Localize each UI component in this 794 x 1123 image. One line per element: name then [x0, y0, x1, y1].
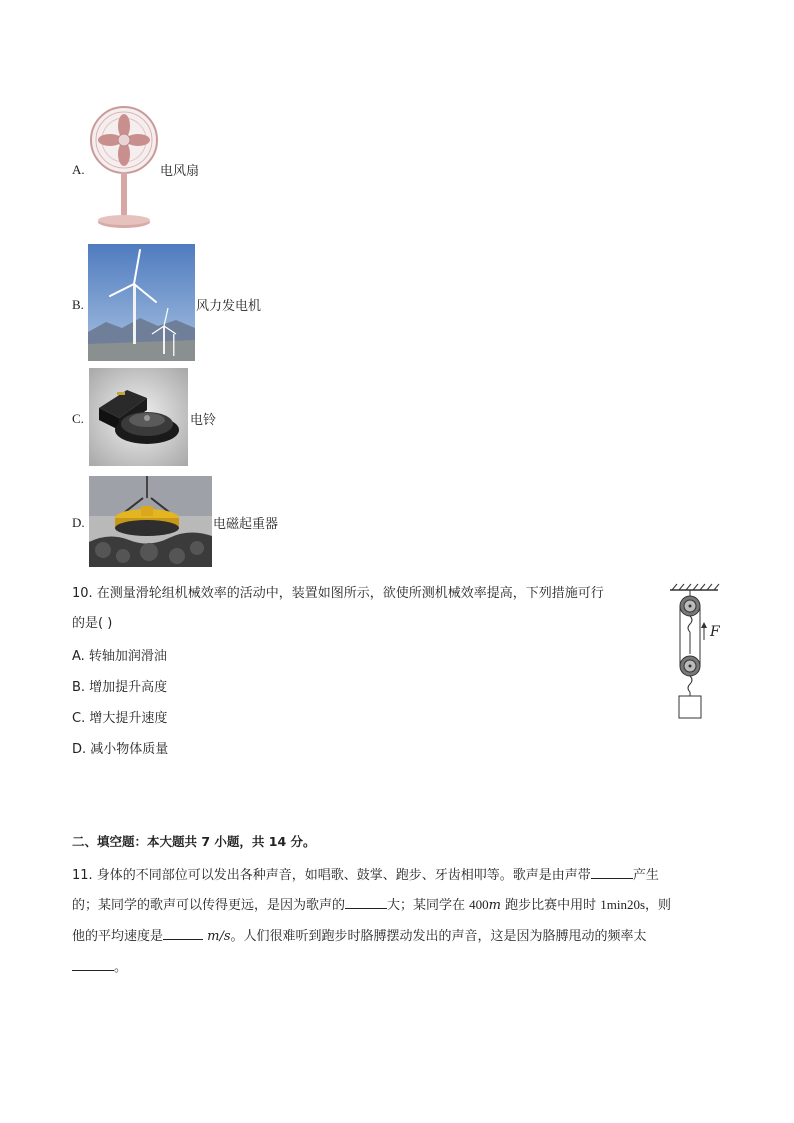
q10-option-a: A. 转轴加润滑油 — [72, 649, 167, 664]
answer-blank-2[interactable] — [345, 896, 387, 909]
distance-unit: m — [488, 898, 501, 913]
q11-line3 — [72, 925, 647, 944]
speed-unit: m/s — [207, 929, 231, 944]
section-2-heading — [72, 832, 316, 850]
q10-stem-line2: 的是( ) — [72, 616, 113, 631]
q10-stem-line1: 10. 在测量滑轮组机械效率的活动中，装置如图所示，欲使所测机械效率提高，下列措施可行 — [72, 586, 604, 601]
q11-line2-text-b: 大；某同学在 — [387, 898, 470, 913]
q11-line3-text-b: 。人们很难听到跑步时胳膊摆动发出的声音，这是因为胳膊甩动的频率太 — [230, 929, 647, 944]
answer-blank-3[interactable] — [163, 927, 203, 940]
time-value: 1min20s — [600, 897, 646, 912]
q11-line2-text: 的；某同学的歌声可以传得更远，是因为歌声的 — [72, 898, 346, 913]
electric-bell-photo — [89, 368, 188, 466]
q11-line1-end: 产生 — [632, 868, 659, 883]
q11-line4-end: 。 — [114, 960, 128, 975]
q11-line4 — [72, 956, 127, 975]
option-b-label: 风力发电机 — [196, 299, 262, 314]
q11-line2-end: ，则 — [645, 898, 672, 913]
section-2-text-b: 分。 — [286, 834, 316, 849]
distance-value: 400 — [469, 897, 489, 912]
wind-turbine-photo — [88, 244, 195, 361]
force-label: F — [710, 624, 720, 640]
q10-option-c: C. 增大提升速度 — [72, 711, 168, 726]
option-a-letter: A. — [72, 162, 85, 177]
option-c-letter: C. — [72, 411, 84, 426]
section-2-text-a: 二、填空题：本大题共 7 小题，共 — [72, 834, 269, 849]
electric-fan-photo — [88, 104, 160, 232]
option-d-label: 电磁起重器 — [213, 517, 279, 532]
q11-line1 — [72, 864, 659, 883]
answer-blank-4[interactable] — [72, 958, 114, 971]
answer-blank-1[interactable] — [591, 866, 633, 879]
option-c-label: 电铃 — [190, 413, 217, 428]
q11-line2-text-c: 跑步比赛中用时 — [500, 898, 601, 913]
q11-line2 — [72, 894, 671, 913]
option-b-letter: B. — [72, 297, 84, 312]
option-d-letter: D. — [72, 515, 85, 530]
q11-line1-text: 11. 身体的不同部位可以发出各种声音，如唱歌、鼓掌、跑步、牙齿相叩等。歌声是由声带 — [72, 868, 591, 883]
electromagnetic-crane-photo — [89, 476, 212, 567]
section-2-score: 14 — [268, 834, 287, 849]
option-a-label: 电风扇 — [160, 164, 200, 179]
q11-line3-text: 他的平均速度是 — [72, 929, 164, 944]
q10-option-b: B. 增加提升高度 — [72, 680, 168, 695]
pulley-system-figure — [668, 582, 724, 722]
q10-option-d: D. 减小物体质量 — [72, 742, 169, 757]
